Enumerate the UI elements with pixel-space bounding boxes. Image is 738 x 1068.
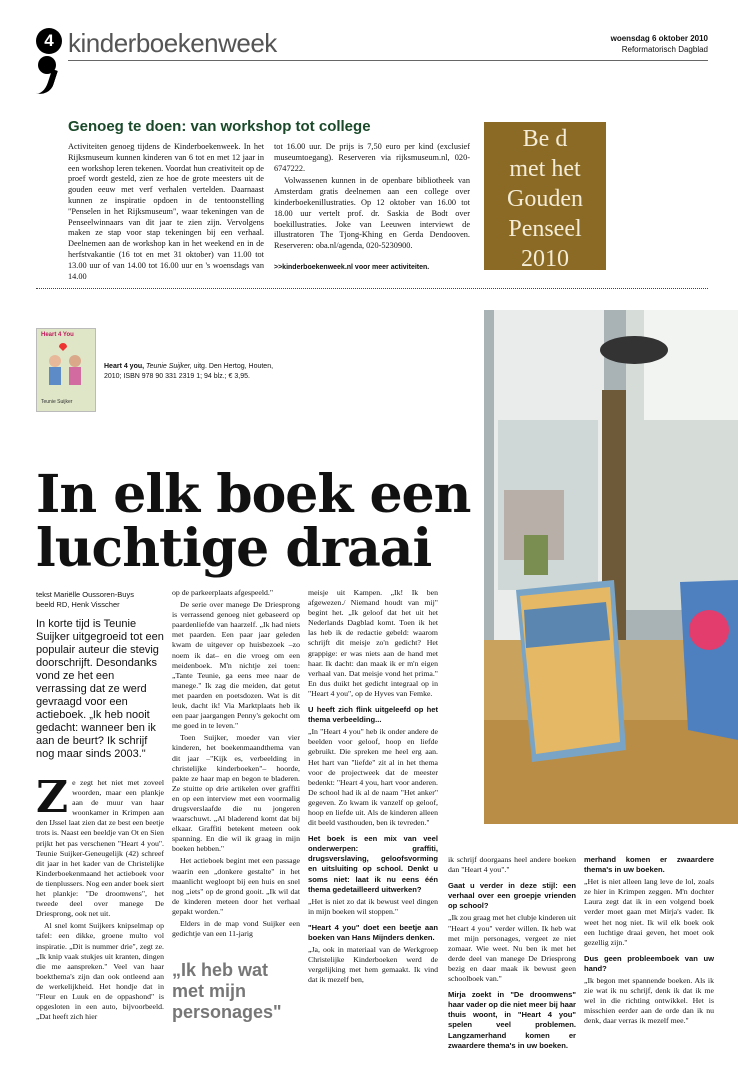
interview-question: U heeft zich flink uitgeleefd op het thema verbeelding... bbox=[308, 705, 438, 725]
body-paragraph: Al snel komt Suijkers knipselmap op tafel: een dikke, groene multo vol inspiratie. „Dit is nummer drie", zegt ze. „Ik knip vaak stukjes uit kranten, dingen die me aanspreken." Veel van haar boekthema's zijn dan ook ontleend aan de werkelijkheid. Het hondje dat in "Fleur en Luuk en de oppashond" is opgesloten in een auto, bijvoorbeeld. „Dat heeft zich hier bbox=[36, 921, 164, 1022]
section-comma-tail bbox=[36, 67, 58, 98]
article-credits bbox=[36, 590, 134, 610]
section-title: kinderboekenweek bbox=[68, 28, 277, 58]
books-on-windowsill-photo bbox=[484, 310, 738, 824]
more-activities-link[interactable]: >>kinderboekenweek.nl voor meer activiteiten. bbox=[274, 264, 430, 271]
book-publication: uitg. Den Hertog, Houten, 2010; ISBN 978 90 331 2319 1; 94 blz.; € 3,95. bbox=[104, 363, 274, 380]
body-paragraph: „Ik zou graag met het clubje kinderen uit "Heart 4 you" verder willen. Ik heb wat met mijn personages, vergeet ze niet zomaar. Wie weet. Nu ben ik met het derde deel van manege De Driesprong bezig en daar maak ik bewust geen schoolboek van." bbox=[448, 913, 576, 984]
body-paragraph: Elders in de map vond Suijker een gedichtje van een 11-jarig bbox=[172, 919, 300, 939]
issue-date: woensdag 6 oktober 2010 bbox=[610, 34, 708, 43]
article-intro: In korte tijd is Teunie Suijker uitgegroeid tot een populair auteur die stevig doorschrijft. Desondanks vond ze het een verrassing dat ze werd gevraagd voor een actieboek. „Ik heb nooit gedacht: wanneer ben ik aan de beurt? Ik schrijf nog maar sinds 2003." bbox=[36, 618, 164, 760]
body-paragraph: meisje uit Kampen. „Ik! Ik ben afgewezen./ Niemand houdt van mij" begint het. „Ik geloof dat het uit het Nederlands Dagblad komt. Toen ik het las heb ik de redactie gebeld: waarom schrijft dit meisje zo'n gedicht? Het grappige: er was niets aan de hand met haar. Ik dacht: dan maak ik er m'n eigen verhaal van. Dat meisje vond het prima." En dus duikt het gedicht integraal op in "Heart 4 you", op de Hyves van Femke. bbox=[308, 588, 438, 698]
credit-photo: beeld RD, Henk Visscher bbox=[36, 600, 120, 609]
body-column-3 bbox=[308, 588, 438, 987]
body-paragraph: Toen Suijker, moeder van vier kinderen, het boekenmaandthema van dit jaar –"Kijk es, verbeelding in christelijke kinderboeken"– hoorde, pakte ze haar map en begon te bladeren. Ze stuitte op drie artikelen over graffiti en op een interview met een voormalig drugsverslaafde die nu jongeren waarschuwt. „Al bladerend komt dat bij elkaar. Graffiti betekent meteen ook spanning. En die wil ik graag in mijn boeken hebben." bbox=[172, 733, 300, 854]
body-paragraph: „In "Heart 4 you" heb ik onder andere de beelden voor geloof, hoop en liefde gebruikt. Die spreken me heel erg aan. Het hart van "liefde" zit al in het thema voor de projectweek dat de meester bedenkt: "Heart 4 you, hart voor anderen. De school had ik al de naam "Het anker" gegeven. Zo kwam ik vanzelf op geloof, hoop en liefde uit. Als de kinderen alleen dit beeld vasthouden, ben ik tevreden." bbox=[308, 727, 438, 828]
body-paragraph: „Ik begon met spannende boeken. Als ik zie wat ik nu schrijf, denk ik dat ik me wel in die richting ontwikkel. Het is misschien eerder aan de orde dan ik nu denk, daar verras ik mezelf mee." bbox=[584, 976, 714, 1026]
book-author: Teunie Suijker, bbox=[146, 363, 192, 370]
headline-line: In elk boek een bbox=[36, 464, 471, 525]
header-rule bbox=[68, 60, 708, 61]
box-column-1: Activiteiten genoeg tijdens de Kinderboekenweek. In het Rijksmuseum kunnen kinderen van 6 tot en met 12 jaar in een workshop leren tekenen. Voordat hun creativiteit op de proef wordt gesteld, zien ze hoe de grote meesters uit de gouden eeuw met verf verhalen vertelden. Daarnaast kunnen ze inspiratie opdoen in de tentoonstelling "Penselen in het Rijksmuseum", waar tekeningen van de Penseelwinnaars van dit jaar te zien zijn. Vervolgens maken ze stap voor stap tekeningen bij een verhaal. Deelnemen aan de workshop kan in het weekend en in de herfstvakantie (16 tot en met 31 oktober) van 11.00 tot 13.00 uur of van 14.00 tot 16.00 uur en 's woensdags van 14.00 bbox=[68, 142, 264, 281]
pull-quote: „Ik heb wat met mijn personages" bbox=[172, 960, 282, 1022]
box-paragraph: Volwassenen kunnen in de openbare bibliotheek van Amsterdam gratis deelnemen aan een college over kinderboekenillustraties. Op 12 oktober van 16.00 tot 18.00 uur vertelt prof. dr. Saskia de Bodt over boekillustraties. Joke van Leeuwen interviewt de illustratoren The Tjong-Khing en Gerda Dendooven. Reserveren: oba.nl/agenda, 020-5230900. bbox=[274, 176, 470, 251]
body-paragraph: „Het is niet alleen lang leve de lol, zoals ze hier in Krimpen zeggen. M'n dochter Laura zegt dat ik in een volgend boek verder moet gaan met Mirja's vader. Ik weet het nog niet. Ik wil elk boek ook een luchtige draai geven, het moet ook gezellig zijn." bbox=[584, 877, 714, 947]
interview-question: Dus geen probleemboek van uw hand? bbox=[584, 953, 714, 973]
prize-line: 2010 bbox=[521, 246, 569, 272]
section-divider bbox=[36, 288, 708, 289]
interview-question: Mirja zoekt in "De droomwens" haar vader op die niet meer bij haar thuis woont, in "Heart 4 you" spelen veel problemen. Langzamerhand komen er zwaardere thema's in uw boeken. bbox=[448, 990, 576, 1050]
body-column-1 bbox=[36, 772, 164, 1024]
article-headline bbox=[36, 464, 471, 579]
drop-cap: Z bbox=[36, 772, 69, 823]
body-paragraph: De serie over manege De Driesprong is verrassend genoeg niet gebaseerd op paardenliefde van haarzelf. „Ik had niets met paarden. Een paar jaar geleden kwam de uitgever op huisbezoek –zo noem ik dat– en die vroeg om een meidenboek. M'n nichtje zei toen: „Tante Teunie, ga eens mee naar de manege." Ik zag die meiden, dat getut met paarden en poetsdozen. Wat is dit leuk, dacht ik! Via Marktplaats heb ik een paar jaargangen Penny's gekocht om me goed in te leven." bbox=[172, 600, 300, 731]
thumb-title: Heart 4 You bbox=[41, 332, 74, 338]
body-column-4 bbox=[448, 855, 576, 1053]
cover-illustration bbox=[37, 339, 95, 399]
book-title: Heart 4 you, bbox=[104, 363, 145, 370]
newspaper-name: Reformatorisch Dagblad bbox=[621, 45, 708, 54]
body-column-2 bbox=[172, 588, 300, 941]
box-column-2 bbox=[274, 142, 470, 254]
body-paragraph: „Het is niet zo dat ik bewust veel dingen in mijn boeken wil stoppen." bbox=[308, 896, 438, 916]
thumb-author: Teunie Suijker bbox=[41, 399, 73, 405]
prize-line: Penseel bbox=[508, 216, 582, 242]
credit-text: tekst Mariëlle Oussoren-Buys bbox=[36, 590, 134, 599]
prize-line: met het bbox=[509, 156, 581, 182]
page-number: 4 bbox=[36, 28, 62, 54]
prize-line: Be d bbox=[522, 126, 568, 152]
prize-line: Gouden bbox=[507, 186, 583, 212]
body-paragraph: „Ja, ook in materiaal van de Werkgroep Christelijke Kinderboeken werd de vergelijking met hem gemaakt. Ik vind dat ik mezelf ben, bbox=[308, 945, 438, 985]
body-paragraph: e zegt het niet met zoveel woorden, maar een plankje aan de muur van haar woonkamer in Krimpen aan den IJssel laat zien dat ze best een beetje trots is. Naast een beeldje van Ot en Sien prijkt het pas verschenen "Heart 4 you". Teunie Suijker-Geneugelijk (42) schreef dit jaar in het kader van de Christelijke Kinderboekenmaand het actieboek voor de tienplussers. Nog een ander boek siert het plankje: "De droomwens", het tweede deel over manege De Driesprong, ook net uit. bbox=[36, 778, 164, 919]
interview-question: merhand komen er zwaardere thema's in uw boeken. bbox=[584, 855, 714, 875]
body-column-5 bbox=[584, 855, 714, 1029]
headline-line: luchtige draai bbox=[36, 518, 432, 579]
interview-question: Gaat u verder in deze stijl: een verhaal over een groepje vrienden op school? bbox=[448, 881, 576, 911]
body-paragraph: op de parkeerplaats afgespeeld." bbox=[172, 588, 274, 597]
body-paragraph: Het actieboek begint met een passage waarin een „donkere gestalte" in het maanlicht wegloopt bij een huis en snel nog „iets" op de grond gooit. „Ik wil dat de kinderen meteen door het verhaal gepakt worden." bbox=[172, 856, 300, 916]
article-photo bbox=[484, 310, 738, 824]
gouden-penseel-logo bbox=[484, 122, 606, 270]
book-details bbox=[104, 362, 284, 382]
interview-question: "Heart 4 you" doet een beetje aan boeken van Hans Mijnders denken. bbox=[308, 922, 438, 942]
book-cover-thumbnail bbox=[36, 328, 96, 412]
box-headline: Genoeg te doen: van workshop tot college bbox=[68, 118, 371, 135]
interview-question: Het boek is een mix van veel onderwerpen: graffiti, drugsverslaving, geloofsvorming en uitsluiting op school. Denkt u soms niet: laat ik nu eens één thema gedetailleerd uitwerken? bbox=[308, 834, 438, 894]
body-paragraph: ik schrijf doorgaans heel andere boeken dan "Heart 4 you"." bbox=[448, 855, 576, 875]
box-paragraph: tot 16.00 uur. De prijs is 7,50 euro per kind (exclusief museumtoegang). Reserveren via rijksmuseum.nl, 020-6747222. bbox=[274, 142, 470, 173]
